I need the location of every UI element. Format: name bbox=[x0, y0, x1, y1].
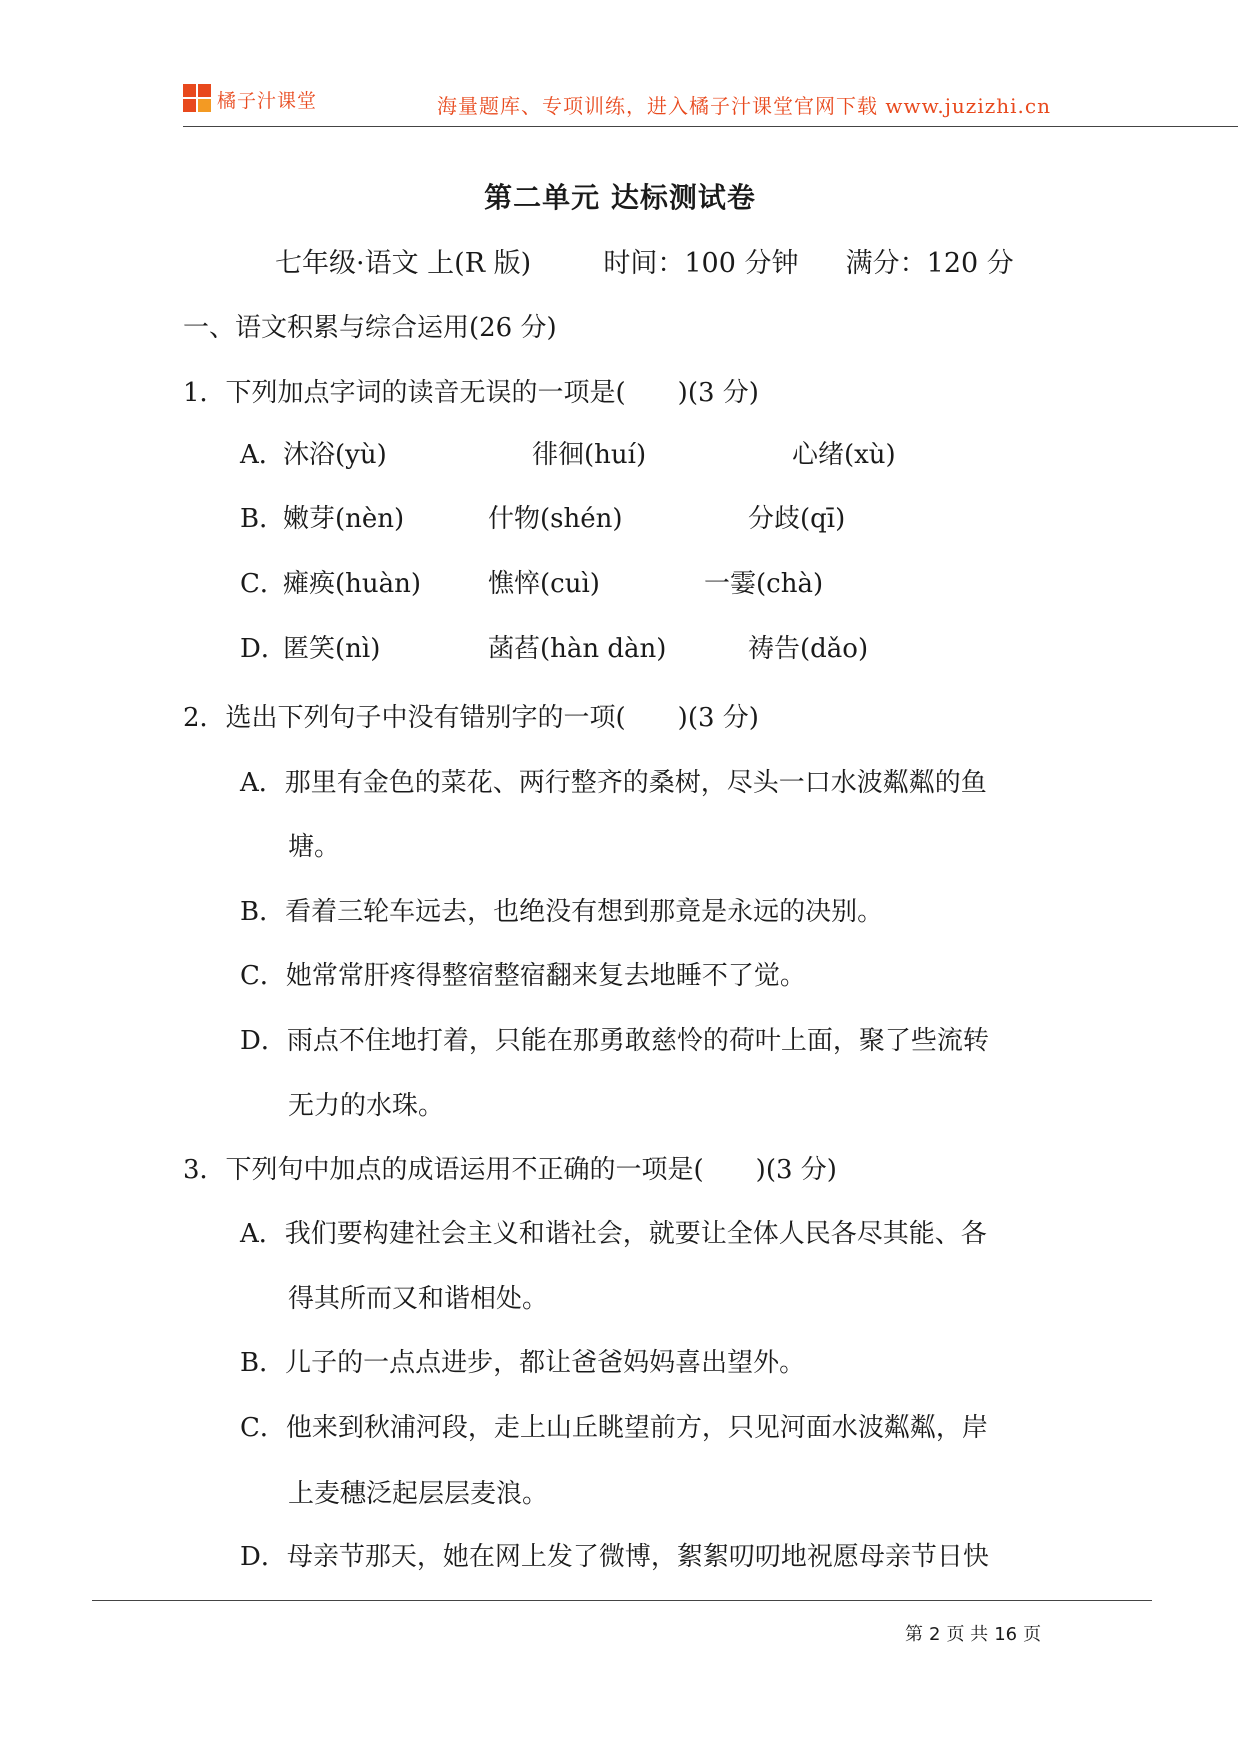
q1-option-d-letter: D． bbox=[240, 634, 287, 664]
header-divider bbox=[183, 126, 1238, 127]
header-slogan: 海量题库、专项训练，进入橘子汁课堂官网下载 www.juzizhi.cn bbox=[437, 94, 1051, 118]
brand-logo bbox=[183, 84, 317, 114]
q1-option-d-item-2: 菡萏(hàn dàn) bbox=[488, 634, 667, 664]
q1-option-a-item-2: 徘徊(huí) bbox=[532, 440, 647, 470]
q1-option-c-letter: C． bbox=[240, 569, 286, 599]
question-3-stem: 3．下列句中加点的成语运用不正确的一项是( )(3 分) bbox=[183, 1155, 837, 1185]
exam-grade: 七年级·语文 上(R 版) bbox=[275, 248, 532, 279]
q1-option-c-item-1: 瘫痪(huàn) bbox=[283, 569, 422, 599]
q1-option-b-item-2: 什物(shén) bbox=[488, 504, 623, 534]
q2-option-a-cont: 塘。 bbox=[288, 832, 341, 862]
q1-option-b-item-1: 嫩芽(nèn) bbox=[283, 504, 405, 534]
section-heading: 一、语文积累与综合运用(26 分) bbox=[183, 313, 557, 343]
q1-option-a-letter: A． bbox=[240, 440, 285, 470]
exam-time: 时间：100 分钟 bbox=[603, 248, 799, 279]
page-title: 第二单元 达标测试卷 bbox=[484, 181, 756, 214]
exam-info bbox=[275, 241, 1014, 280]
exam-score: 满分：120 分 bbox=[845, 248, 1014, 279]
q1-option-a-item-1: 沐浴(yù) bbox=[283, 440, 387, 470]
q3-option-c-cont: 上麦穗泛起层层麦浪。 bbox=[288, 1479, 549, 1509]
q3-option-c: C．他来到秋浦河段，走上山丘眺望前方，只见河面水波粼粼，岸 bbox=[240, 1413, 988, 1443]
logo-text: 橘子汁课堂 bbox=[217, 89, 318, 112]
q1-option-c-item-2: 憔悴(cuì) bbox=[488, 569, 600, 599]
q2-option-d: D．雨点不住地打着，只能在那勇敢慈怜的荷叶上面，聚了些流转 bbox=[240, 1026, 989, 1056]
q1-option-c-item-3: 一霎(chà) bbox=[704, 569, 824, 599]
q2-option-a: A．那里有金色的菜花、两行整齐的桑树，尽头一口水波粼粼的鱼 bbox=[240, 768, 987, 798]
page-header bbox=[183, 84, 1238, 126]
footer-divider bbox=[92, 1600, 1152, 1601]
q3-option-a: A．我们要构建社会主义和谐社会，就要让全体人民各尽其能、各 bbox=[240, 1219, 987, 1249]
q2-option-d-cont: 无力的水珠。 bbox=[288, 1091, 445, 1121]
question-1-stem: 1．下列加点字词的读音无误的一项是( )(3 分) bbox=[183, 378, 759, 408]
q1-option-b-letter: B． bbox=[240, 504, 286, 534]
orange-logo-icon bbox=[183, 84, 213, 114]
q2-option-c: C．她常常肝疼得整宿整宿翻来复去地睡不了觉。 bbox=[240, 961, 806, 991]
q1-option-b-item-3: 分歧(qī) bbox=[748, 504, 846, 534]
q1-option-d-item-3: 祷告(dǎo) bbox=[748, 634, 869, 664]
q2-option-b: B．看着三轮车远去，也绝没有想到那竟是永远的决别。 bbox=[240, 897, 884, 927]
q3-option-d: D．母亲节那天，她在网上发了微博，絮絮叨叨地祝愿母亲节日快 bbox=[240, 1542, 989, 1572]
question-2-stem: 2．选出下列句子中没有错别字的一项( )(3 分) bbox=[183, 703, 759, 733]
q3-option-b: B．儿子的一点点进步，都让爸爸妈妈喜出望外。 bbox=[240, 1348, 806, 1378]
q3-option-a-cont: 得其所而又和谐相处。 bbox=[288, 1284, 549, 1314]
q1-option-d-item-1: 匿笑(nì) bbox=[283, 634, 381, 664]
page-number: 第 2 页 共 16 页 bbox=[905, 1624, 1042, 1645]
q1-option-a-item-3: 心绪(xù) bbox=[792, 440, 896, 470]
